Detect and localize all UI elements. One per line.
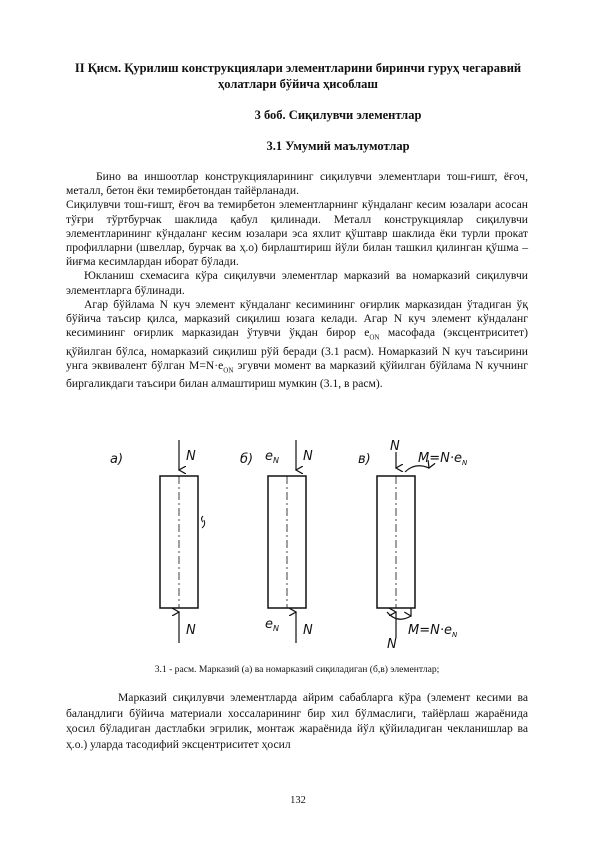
paragraph-3: Юкланиш схемасига кўра сиқилувчи элементлар марказий ва номарказий сиқилувчи элементларга бўлинади. [66, 269, 528, 297]
force-label-top-a: N [186, 449, 196, 464]
moment-label-top-v [418, 451, 468, 467]
eccentricity-subscript-2: ON [223, 366, 234, 375]
figure-caption: 3.1 - расм. Марказий (а) ва номарказий сиқиладиган (б,в) элементлар; [154, 664, 440, 675]
chapter-title: 3 боб. Сиқилувчи элементлар [254, 108, 422, 122]
ecc-e-bottom-b: e [265, 617, 273, 632]
figure-label-a: а) [110, 452, 124, 467]
paragraph-4-part-a: Агар бўйлама N куч элемент кўндаланг кесимининг оғирлик марказидан ўтадиган ўқ бўйича таъсир қилса, марказий сиқилиш юзага келади. Агар N куч элемент кўндаланг кесимининг оғирлик марказидан ўтувчи ўқдан бирор e [66, 297, 528, 340]
part-title: II Қисм. Қурилиш конструкциялари элементларини биринчи гуруҳ чегаравий ҳолатлари бўйича ҳисоблаш [74, 61, 522, 91]
moment-arrow-bottom-v [387, 612, 411, 619]
ecc-e-top-b: e [265, 449, 273, 464]
force-label-bottom-b: N [303, 623, 313, 638]
force-label-top-v: N [390, 439, 400, 454]
ecc-sub-top-b: N [273, 456, 279, 465]
paragraph-4 [66, 298, 528, 392]
bottom-paragraph: Марказий сиқилувчи элементларда айрим сабабларга кўра (элемент кесими ва баландлиги бўйича материали хоссаларининг бир хил бўлмаслиги, тайёрлаш жараёнида ҳосил бўладиган дастлабки эгрилик, монтаж жараёнида йўл қўйиладиган чекланишлар ва ҳ.о.) уларда тасодифий эксцентриситет ҳосил [66, 691, 528, 751]
paragraph-4-part-c: эгувчи момент ва марказий қўйилган бўйлама N кучнинг биргаликдаги таъсири билан алмаштириш мумкин (3.1, в расм). [66, 358, 528, 391]
defect-mark-a [202, 516, 205, 528]
moment-bottom-sub: N [451, 631, 458, 639]
element-v [358, 439, 468, 652]
force-label-bottom-a: N [186, 623, 196, 638]
figure-label-b: б) [240, 452, 254, 467]
eccentricity-label-bottom-b [265, 617, 279, 633]
paragraph-2: Сиқилувчи тош-ғишт, ёғоч ва темирбетон элементларнинг кўндаланг кесим юзалари асосан тўғри тўртбурчак шаклида қабул қилинади. Металл конструкциялар сиқилувчи элементларининг кўндаланг кесим юзалари эса яхлит қўштавр шаклида ёки турли прокат профилларни (швеллар, бурчак ва ҳ.о) бирлаштириш йўли билан ташкил қилинган қўшма – йиғма кесимлардан иборат бўлади. [66, 198, 528, 269]
moment-label-bottom-v [408, 623, 458, 639]
force-label-top-b: N [303, 449, 313, 464]
paragraph-1: Бино ва иншоотлар конструкцияларининг сиқилувчи элементлари тош-ғишт, ёғоч, металл, бетон ёки темирбетондан тайёрланади. [66, 170, 528, 198]
compression-elements-figure [100, 438, 500, 653]
figure-label-v: в) [358, 452, 371, 467]
moment-arrow-top-v [405, 466, 429, 472]
element-a [110, 440, 205, 643]
ecc-sub-bottom-b: N [273, 624, 279, 633]
eccentricity-subscript-1: ON [369, 333, 380, 342]
section-title: 3.1 Умумий маълумотлар [266, 139, 410, 153]
paragraph-4-part-b: масофада (эксцентриситет) қўйилган бўлса, номарказий сиқилиш рўй беради (3.1 расм). Номарказий N куч таъсирини унга эквивалент бўлган M=N·e [66, 326, 528, 372]
moment-top-text: M=N·e [418, 451, 462, 466]
body-text [66, 170, 528, 392]
force-label-bottom-v: N [387, 637, 397, 652]
moment-bottom-text: M=N·e [408, 623, 452, 638]
moment-top-sub: N [461, 459, 468, 467]
element-b [240, 440, 313, 643]
page-number: 132 [290, 795, 306, 806]
eccentricity-label-top-b [265, 449, 279, 465]
